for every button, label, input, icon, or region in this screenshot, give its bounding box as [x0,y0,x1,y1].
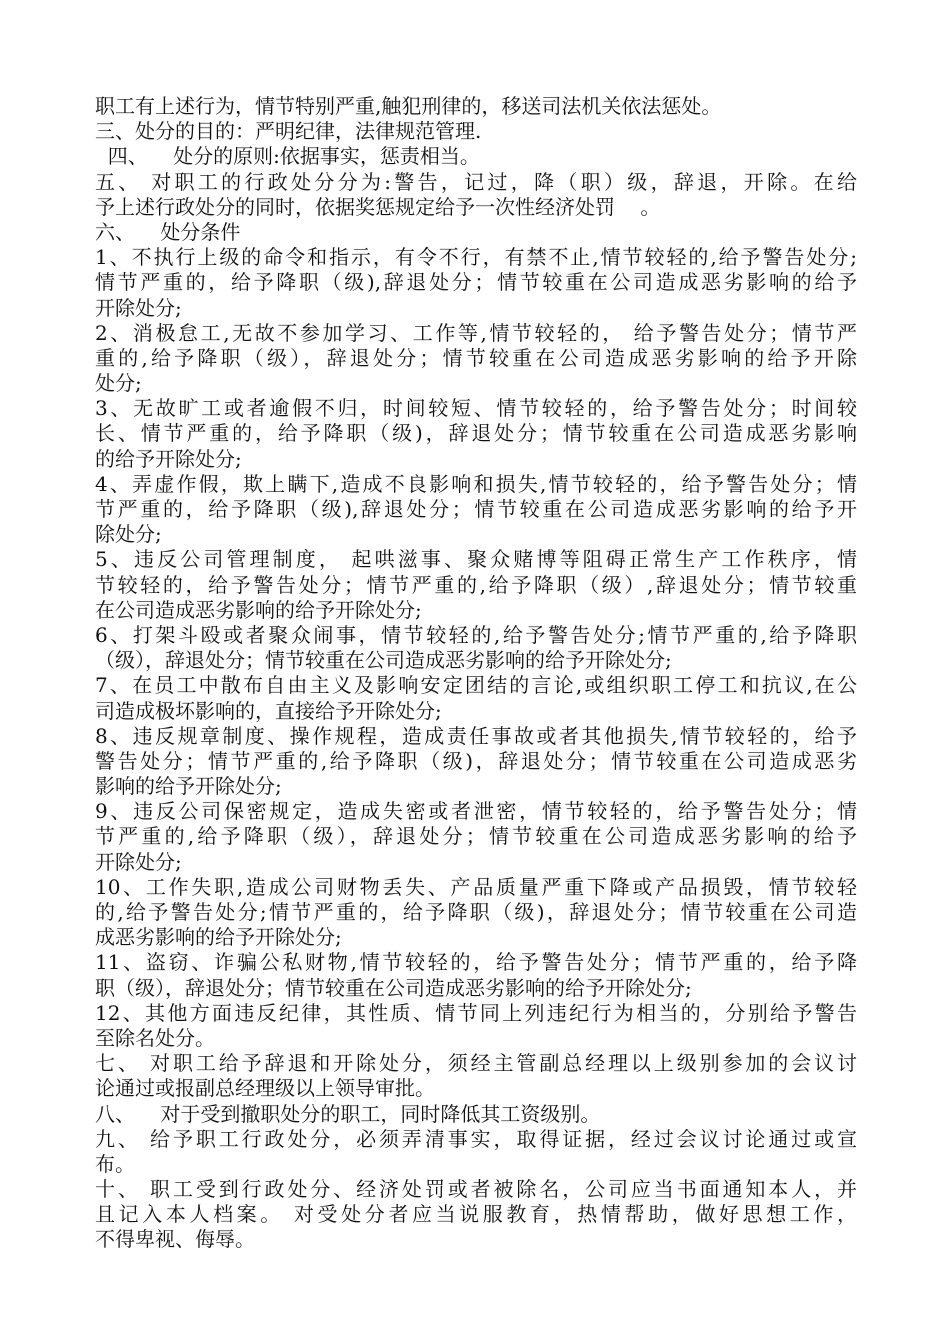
text-line: 7、在员工中散布自由主义及影响安定团结的言论,或组织职工停工和抗议,在公 [95,673,857,698]
text-line: 论通过或报副总经理级以上领导审批。 [95,1076,435,1101]
text-line: 五、 对职工的行政处分分为:警告，记过，降（职）级，辞退，开除。在给 [95,169,857,194]
text-line: 重的,给予降职（级），辞退处分；情节较重在公司造成恶劣影响的给予开除 [95,345,857,370]
text-line: 12、其他方面违反纪律，其性质、情节同上列违纪行为相当的，分别给予警告 [95,1000,857,1025]
text-line: 9、违反公司保密规定，造成失密或者泄密，情节较轻的，给予警告处分；情 [95,799,857,824]
text-line: 八、 对于受到撤职处分的职工，同时降低其工资级别。 [95,1101,601,1126]
text-line: 节严重的,给予降职（级），辞退处分；情节较重在公司造成恶劣影响的给予 [95,824,857,849]
text-line: 长、情节严重的，给予降职（级)，辞退处分；情节较重在公司造成恶劣影响 [95,421,857,446]
text-line: 11、盗窃、诈骗公私财物,情节较轻的，给予警告处分；情节严重的，给予降 [95,950,857,975]
text-line: 6、打架斗殴或者聚众闹事，情节较轻的,给予警告处分;情节严重的,给予降职 [95,622,857,647]
text-line: 三、处分的目的：严明纪律，法律规范管理. [95,119,482,144]
text-line: 的给予开除处分; [95,446,242,471]
text-line: （级），辞退处分；情节较重在公司造成恶劣影响的给予开除处分; [95,648,672,673]
document-body [95,94,857,1253]
text-line: 5、违反公司管理制度， 起哄滋事、聚众赌博等阻碍正常生产工作秩序，情 [95,547,857,572]
text-line: 在公司造成恶劣影响的给予开除处分; [95,597,422,622]
text-line: 2、消极怠工,无故不参加学习、工作等,情节较轻的， 给予警告处分；情节严 [95,320,857,345]
text-line: 影响的给予开除处分; [95,774,282,799]
text-line: 10、工作失职,造成公司财物丢失、产品质量严重下降或产品损毁，情节较轻 [95,874,857,899]
text-line: 且记入本人档案。 对受处分者应当说服教育，热情帮助，做好思想工作， [95,1202,857,1227]
text-line: 处分; [95,371,142,396]
text-line: 予上述行政处分的同时，依据奖惩规定给予一次性经济处罚 。 [95,194,661,219]
text-line: 九、 给予职工行政处分，必须弄清事实，取得证据，经过会议讨论通过或宣 [95,1126,857,1151]
text-line: 司造成极坏影响的，直接给予开除处分; [95,698,442,723]
text-line: 除处分; [95,522,162,547]
text-line: 不得卑视、侮辱。 [95,1227,255,1252]
text-line: 8、违反规章制度、操作规程，造成责任事故或者其他损失,情节较轻的，给予 [95,723,857,748]
text-line: 4、弄虚作假，欺上瞒下,造成不良影响和损失,情节较轻的，给予警告处分；情 [95,471,857,496]
text-line: 至除名处分。 [95,1025,215,1050]
text-line: 开除处分; [95,849,182,874]
text-line: 开除处分; [95,295,182,320]
text-line: 四、 处分的原则:依据事实，惩责相当。 [95,144,480,169]
text-line: 职工有上述行为，情节特别严重,触犯刑律的，移送司法机关依法惩处。 [95,94,722,118]
text-line: 职（级），辞退处分；情节较重在公司造成恶劣影响的给予开除处分; [95,975,692,1000]
text-line: 的,给予警告处分;情节严重的，给予降职（级)，辞退处分；情节较重在公司造 [95,900,857,924]
text-line: 节严重的，给予降职（级),辞退处分；情节较重在公司造成恶劣影响的给予开 [95,497,857,521]
text-line: 1、不执行上级的命令和指示，有令不行，有禁不止,情节较轻的,给予警告处分; [95,245,857,270]
text-line: 成恶劣影响的给予开除处分; [95,925,342,950]
text-line: 七、 对职工给予辞退和开除处分，须经主管副总经理以上级别参加的会议讨 [95,1051,857,1076]
text-line: 节较轻的，给予警告处分；情节严重的,给予降职（级）,辞退处分；情节较重 [95,572,857,597]
text-line: 3、无故旷工或者逾假不归，时间较短、情节较轻的，给予警告处分；时间较 [95,396,857,421]
text-line: 六、 处分条件 [95,219,241,244]
text-line: 情节严重的，给予降职（级),辞退处分；情节较重在公司造成恶劣影响的给予 [95,270,857,295]
text-line: 警告处分；情节严重的,给予降职（级)，辞退处分；情节较重在公司造成恶劣 [95,748,857,773]
text-line: 布。 [95,1151,135,1176]
text-line: 十、 职工受到行政处分、经济处罚或者被除名，公司应当书面通知本人，并 [95,1177,857,1202]
